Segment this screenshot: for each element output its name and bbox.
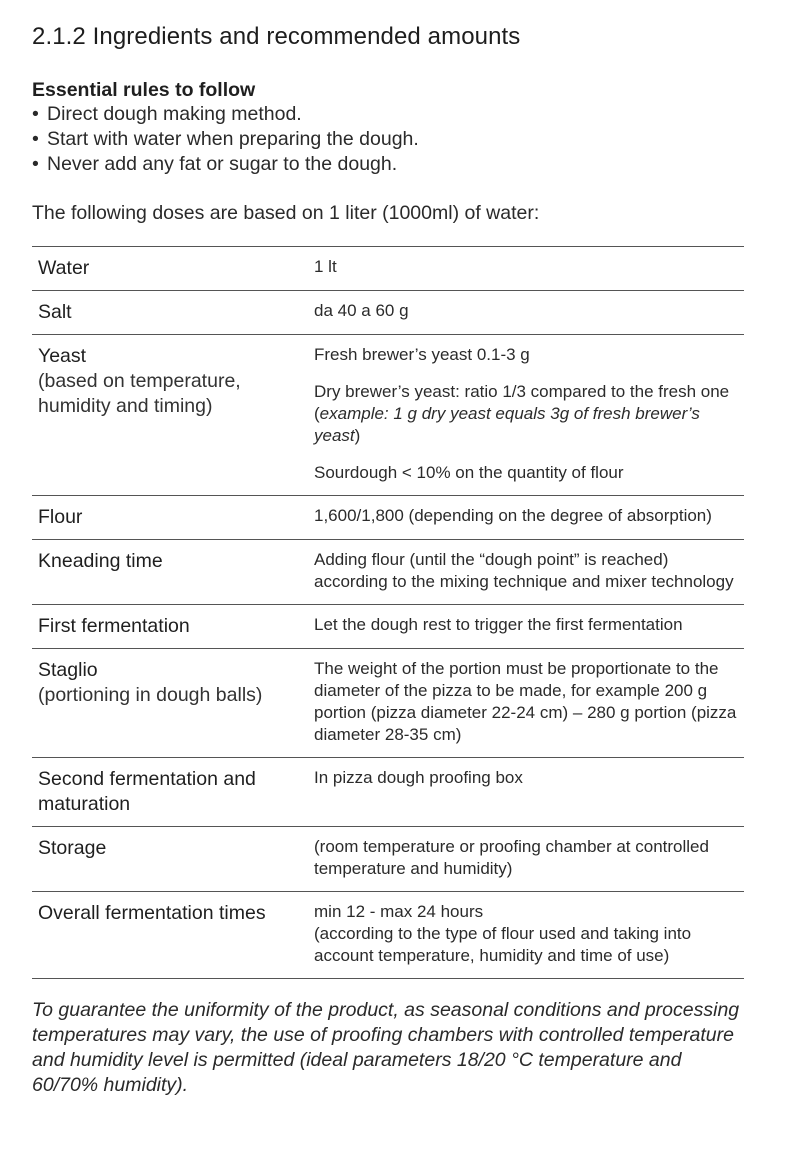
table-row <box>32 605 744 649</box>
row-label: Water <box>38 257 90 279</box>
row-sublabel: (portioning in dough balls) <box>38 684 263 706</box>
value-text: Adding flour (until the “dough point” is reached) according to the mixing technique and mixer technology <box>314 550 734 591</box>
table-row <box>32 496 744 540</box>
rule-item: • Never add any fat or sugar to the dough. <box>32 153 398 175</box>
row-label-cell <box>32 291 308 335</box>
table-row <box>32 540 744 605</box>
row-value <box>314 836 740 880</box>
row-label-cell <box>32 649 308 758</box>
rules-list <box>32 102 744 177</box>
row-value-cell <box>308 827 744 892</box>
section-title: 2.1.2 Ingredients and recommended amounts <box>32 23 521 50</box>
row-value-cell <box>308 247 744 291</box>
value-text: (according to the type of flour used and taking into account temperature, humidity and time of use) <box>314 924 692 965</box>
row-label: Flour <box>38 506 83 528</box>
row-label: Second fermentation and maturation <box>38 768 256 815</box>
row-value <box>314 767 740 789</box>
bullet-icon: • <box>32 128 39 150</box>
row-label-cell <box>32 247 308 291</box>
row-label: Yeast <box>38 345 87 367</box>
document-page <box>32 22 744 1098</box>
value-text: 1,600/1,800 (depending on the degree of absorption) <box>314 506 712 525</box>
value-text: da 40 a 60 g <box>314 301 409 320</box>
row-value <box>314 462 740 484</box>
value-text: Fresh brewer’s yeast 0.1-3 g <box>314 345 530 364</box>
value-text: (room temperature or proofing chamber at controlled temperature and humidity) <box>314 837 709 878</box>
rules-heading: Essential rules to follow <box>32 79 256 101</box>
bullet-icon: • <box>32 103 39 125</box>
table-row <box>32 335 744 496</box>
row-value-cell <box>308 758 744 827</box>
table-row <box>32 892 744 979</box>
row-label: Storage <box>38 837 107 859</box>
table-row <box>32 758 744 827</box>
row-value-cell <box>308 496 744 540</box>
table-row <box>32 649 744 758</box>
row-value <box>314 505 740 527</box>
value-italic-text: example: 1 g dry yeast equals 3g of fresh brewer’s yeast <box>314 404 700 445</box>
ingredients-table <box>32 246 744 979</box>
value-text-after: ) <box>354 426 361 445</box>
intro-text: The following doses are based on 1 liter (1000ml) of water: <box>32 202 540 224</box>
row-value-cell <box>308 605 744 649</box>
row-label: Staglio <box>38 659 98 681</box>
row-label-cell <box>32 496 308 540</box>
row-label: First fermentation <box>38 615 190 637</box>
bullet-icon: • <box>32 153 39 175</box>
value-text: The weight of the portion must be proportionate to the diameter of the pizza to be made, for example 200 g portion (pizza diameter 22-24 cm) – 280 g portion (pizza diameter 28-35 cm) <box>314 659 737 744</box>
row-value <box>314 658 740 746</box>
row-value-cell <box>308 335 744 496</box>
row-value <box>314 381 740 447</box>
value-text: In pizza dough proofing box <box>314 768 523 787</box>
row-value-cell <box>308 892 744 979</box>
row-label-cell <box>32 540 308 605</box>
row-value <box>314 923 740 967</box>
row-value-cell <box>308 291 744 335</box>
table-row <box>32 827 744 892</box>
value-text: min 12 - max 24 hours <box>314 902 484 921</box>
value-text: 1 lt <box>314 257 337 276</box>
row-label-cell <box>32 827 308 892</box>
row-value <box>314 901 740 923</box>
row-value <box>314 614 740 636</box>
row-label-cell <box>32 892 308 979</box>
footnote: To guarantee the uniformity of the product, as seasonal conditions and processing temperatures may vary, the use of proofing chambers with controlled temperature and humidity level is permitted (ideal parameters 18/20 °C temperature and 60/70% humidity). <box>32 999 740 1096</box>
row-label-cell <box>32 605 308 649</box>
row-value-cell <box>308 649 744 758</box>
value-text: Dry brewer’s yeast: ratio 1/3 compared to the fresh one ( <box>314 382 730 423</box>
table-row <box>32 247 744 291</box>
row-label: Kneading time <box>38 550 163 572</box>
row-value <box>314 300 740 322</box>
value-text: Sourdough < 10% on the quantity of flour <box>314 463 624 482</box>
rule-item: • Direct dough making method. <box>32 103 302 125</box>
row-label-cell <box>32 335 308 496</box>
rule-item: • Start with water when preparing the dough. <box>32 128 419 150</box>
row-value <box>314 549 740 593</box>
row-value <box>314 256 740 278</box>
value-text: Let the dough rest to trigger the first fermentation <box>314 615 683 634</box>
row-value <box>314 344 740 366</box>
row-label: Salt <box>38 301 72 323</box>
row-label-cell <box>32 758 308 827</box>
table-row <box>32 291 744 335</box>
row-sublabel: (based on temperature, humidity and timing) <box>38 370 241 417</box>
row-value-cell <box>308 540 744 605</box>
row-label: Overall fermentation times <box>38 902 266 924</box>
